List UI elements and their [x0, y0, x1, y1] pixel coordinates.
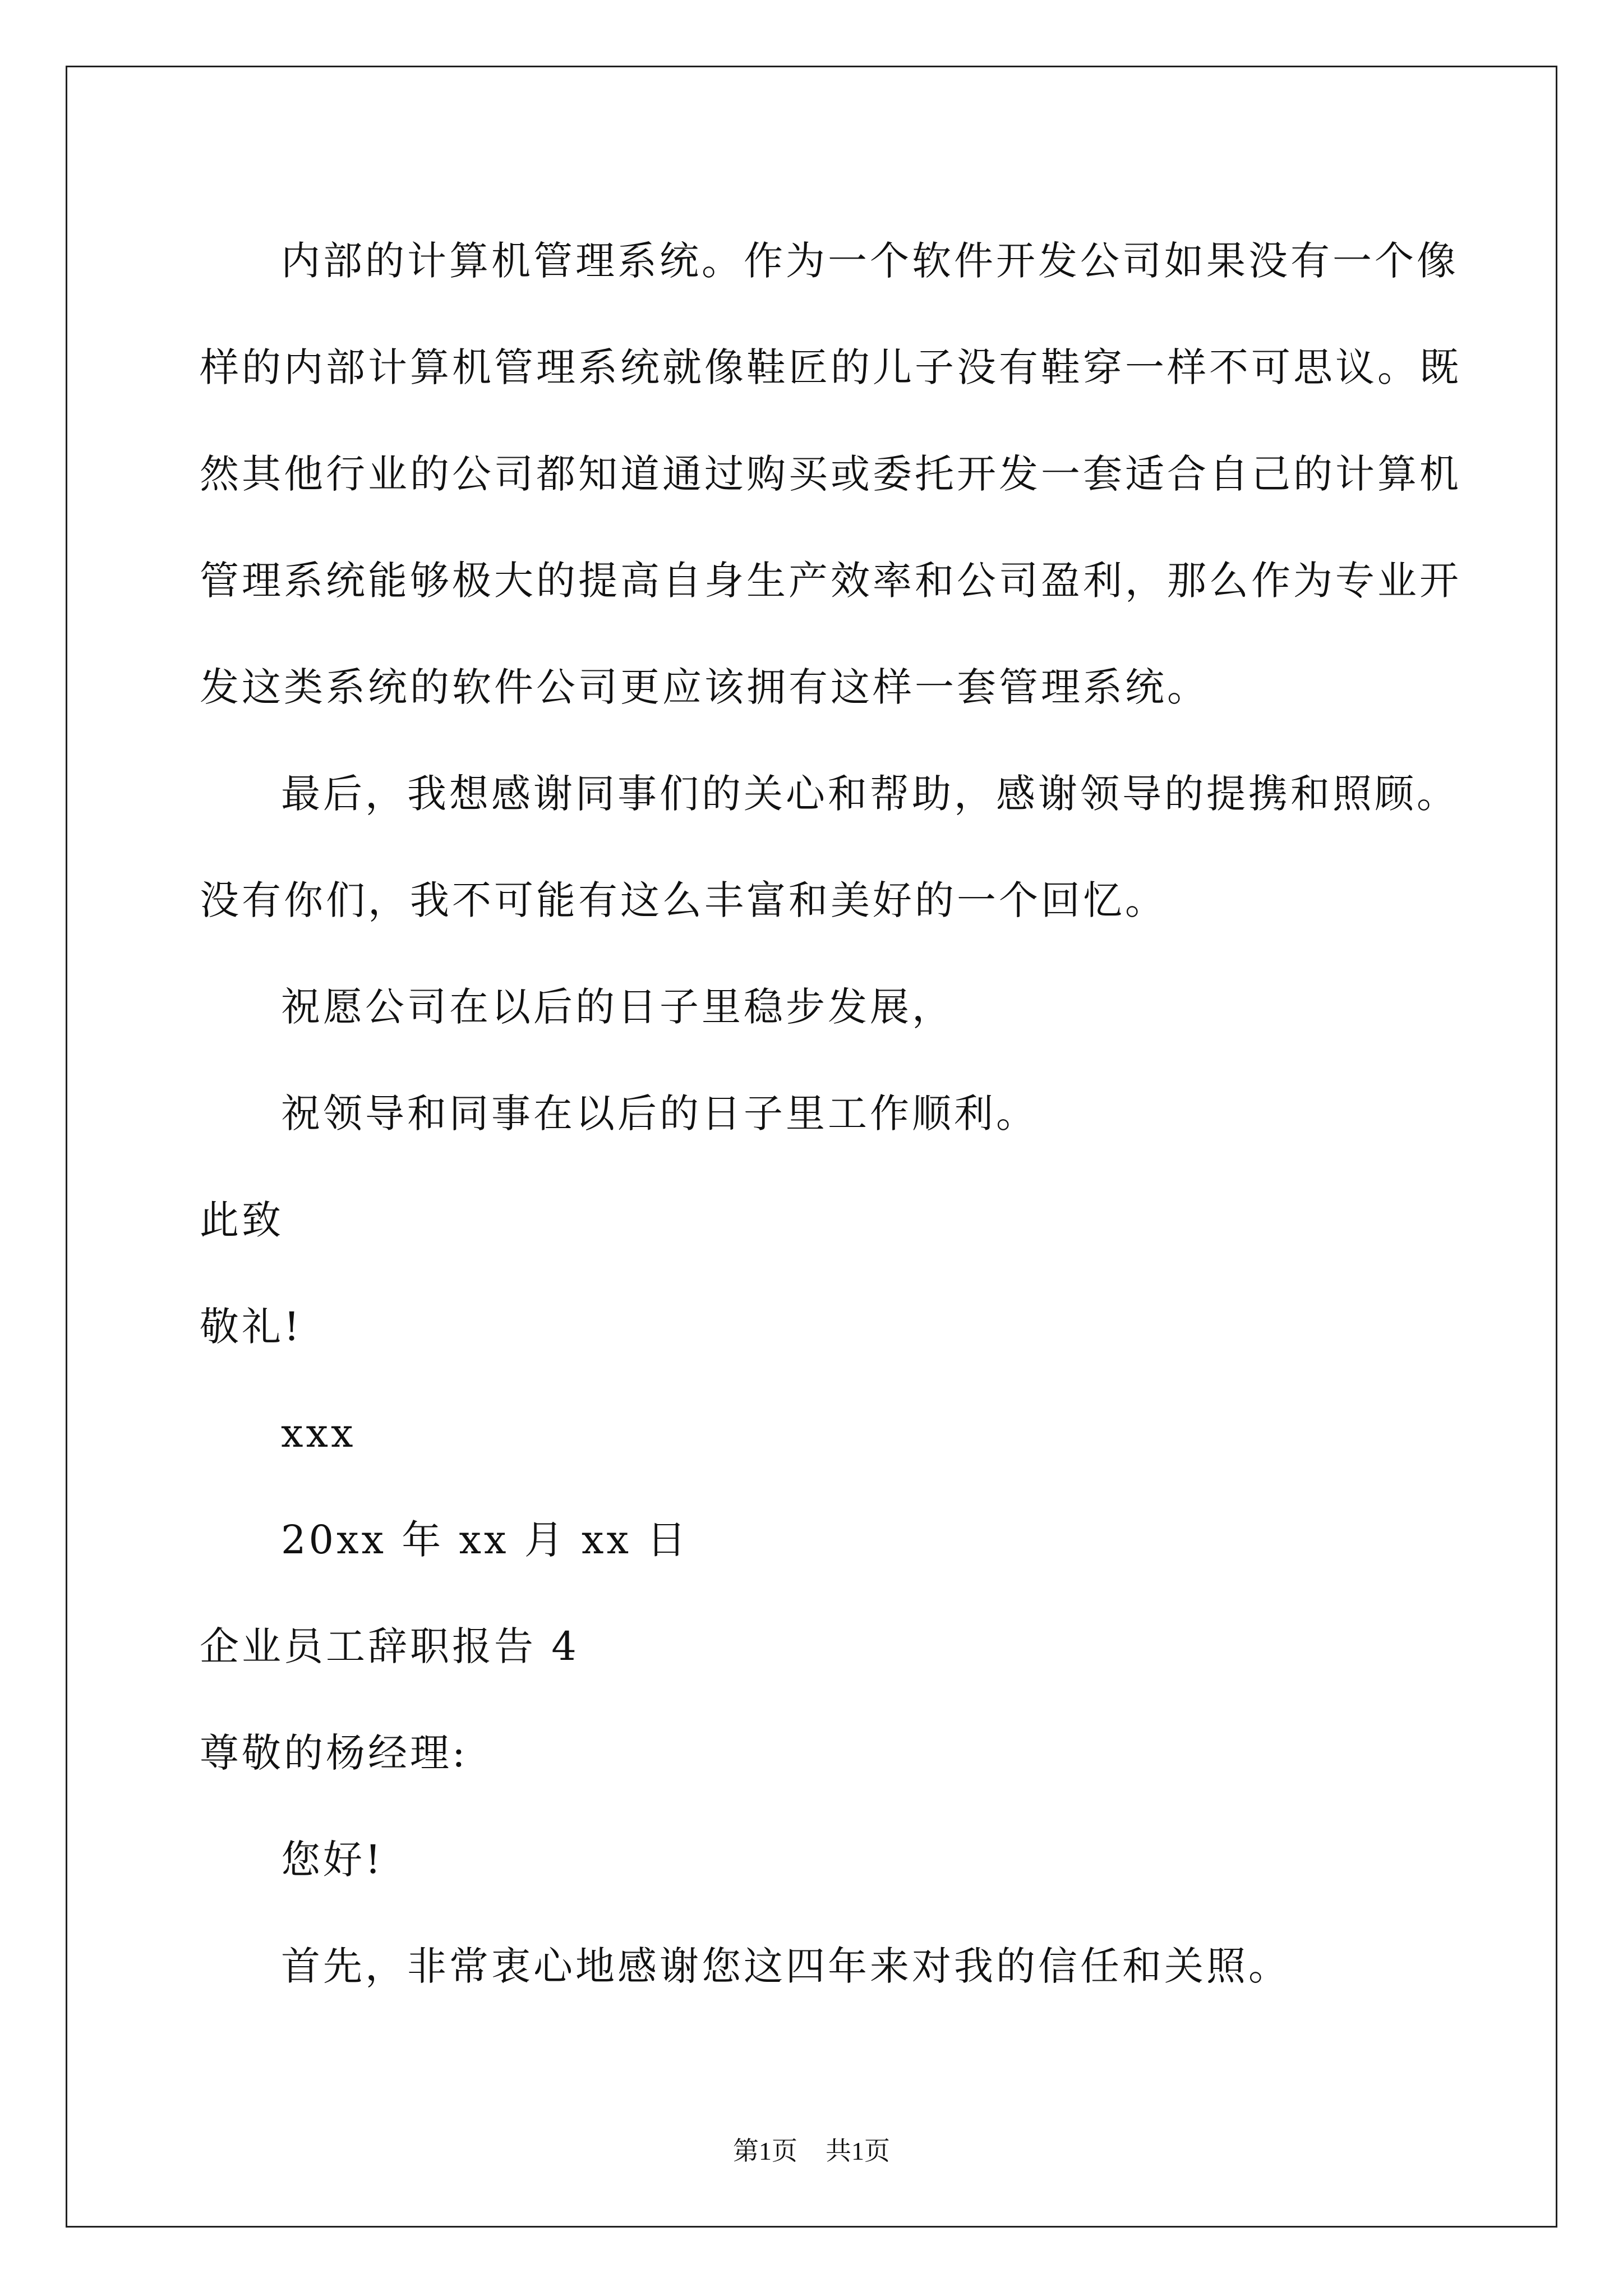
- paragraph-line: 样的内部计算机管理系统就像鞋匠的儿子没有鞋穿一样不可思议。既: [200, 344, 1461, 390]
- salutation-closing: 此致: [200, 1197, 284, 1243]
- closing-wish-line: 祝愿公司在以后的日子里稳步发展，: [281, 984, 954, 1030]
- letter-hello: 您好!: [281, 1837, 384, 1883]
- signature-date: 20xx 年 xx 月 xx 日: [281, 1517, 689, 1563]
- section-title: 企业员工辞职报告 4: [200, 1623, 579, 1669]
- paragraph-line: 管理系统能够极大的提高自身生产效率和公司盈利，那么作为专业开: [200, 558, 1461, 604]
- paragraph-line: 最后，我想感谢同事们的关心和帮助，感谢领导的提携和照顾。: [281, 771, 1459, 817]
- document-body: [200, 208, 1461, 2019]
- paragraph-line: 内部的计算机管理系统。作为一个软件开发公司如果没有一个像: [281, 238, 1459, 284]
- paragraph-line: 发这类系统的软件公司更应该拥有这样一套管理系统。: [200, 664, 1209, 710]
- closing-wish-line: 祝领导和同事在以后的日子里工作顺利。: [281, 1091, 1038, 1137]
- page-total: 共1页: [826, 2137, 890, 2165]
- paragraph-line: 然其他行业的公司都知道通过购买或委托开发一套适合自己的计算机: [200, 451, 1461, 497]
- paragraph-line: 首先，非常衷心地感谢您这四年来对我的信任和关照。: [281, 1943, 1290, 1989]
- salutation-regards: 敬礼!: [200, 1304, 303, 1350]
- page-footer: [0, 2134, 1623, 2168]
- page-number: 第1页: [733, 2137, 797, 2165]
- letter-greeting: 尊敬的杨经理:: [200, 1730, 468, 1776]
- signature-name: xxx: [281, 1410, 356, 1456]
- paragraph-line: 没有你们，我不可能有这么丰富和美好的一个回忆。: [200, 877, 1167, 923]
